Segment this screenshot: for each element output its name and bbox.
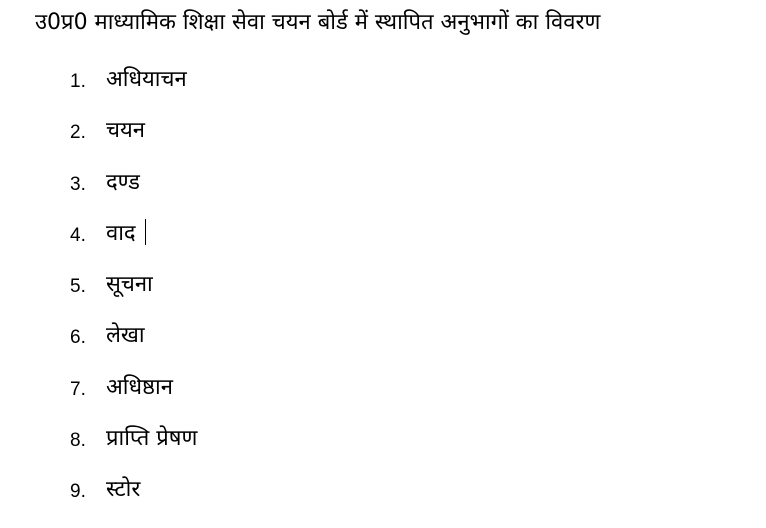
item-label: प्राप्ति प्रेषण — [106, 426, 198, 452]
item-number: 2. — [70, 122, 86, 144]
item-number: 1. — [70, 71, 86, 92]
item-label: अधियाचन — [106, 67, 187, 92]
item-label: दण्ड — [106, 169, 140, 195]
item-label: लेखा — [106, 323, 145, 349]
item-number: 8. — [70, 430, 86, 452]
item-number: 6. — [70, 327, 86, 349]
item-number: 9. — [70, 481, 86, 503]
item-label: अधिष्ठान — [106, 374, 173, 400]
item-number: 3. — [70, 173, 86, 195]
item-number: 7. — [70, 378, 86, 400]
item-number: 5. — [70, 276, 86, 298]
item-label: सूचना — [106, 272, 153, 298]
item-label: चयन — [106, 118, 145, 144]
item-number: 4. — [70, 224, 86, 246]
item-label-with-cursor[interactable] — [106, 216, 146, 252]
item-label: स्टोर — [106, 477, 141, 503]
document-title: उ0प्र0 माध्यामिक शिक्षा सेवा चयन बोर्ड में स्थापित अनुभागों का विवरण — [35, 10, 601, 35]
text-cursor — [145, 219, 146, 245]
item-label: वाद — [106, 220, 136, 246]
